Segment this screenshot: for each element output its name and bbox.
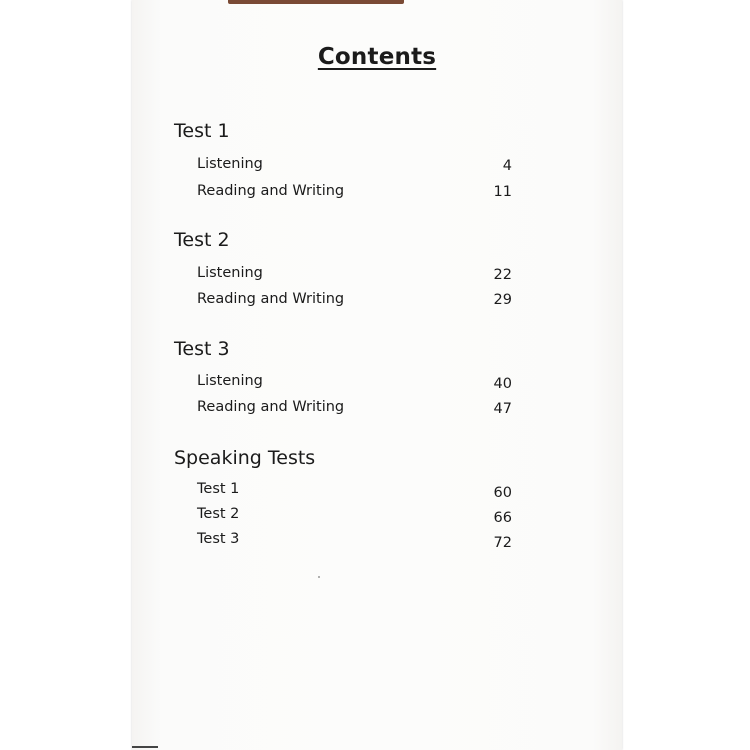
entry-label-reading-writing: Reading and Writing	[197, 291, 345, 307]
entry-label-reading-writing: Reading and Writing	[197, 399, 345, 415]
entry-label-listening: Listening	[197, 156, 263, 172]
entry-page-number: 66	[493, 510, 512, 526]
contents-title: Contents	[317, 44, 437, 70]
entry-page-number: 72	[493, 535, 512, 551]
page-speck	[318, 576, 320, 578]
entry-label-speaking-test-2: Test 2	[197, 506, 240, 522]
entry-label-speaking-test-3: Test 3	[197, 531, 240, 547]
entry-page-number: 40	[493, 376, 512, 392]
entry-label-listening: Listening	[197, 265, 263, 281]
entry-page-number: 47	[493, 401, 512, 417]
entry-label-speaking-test-1: Test 1	[197, 481, 240, 497]
book-spine-edge	[228, 0, 404, 4]
book-page	[132, 0, 622, 750]
section-heading-speaking-tests: Speaking Tests	[174, 447, 316, 469]
entry-page-number: 60	[493, 485, 512, 501]
entry-page-number: 4	[502, 158, 512, 174]
section-heading-test-2: Test 2	[174, 229, 230, 251]
page-edge-mark	[132, 746, 158, 748]
section-heading-test-1: Test 1	[174, 120, 230, 142]
section-heading-test-3: Test 3	[174, 338, 230, 360]
entry-page-number: 22	[493, 267, 512, 283]
entry-page-number: 11	[493, 184, 512, 200]
entry-page-number: 29	[493, 292, 512, 308]
entry-label-reading-writing: Reading and Writing	[197, 183, 345, 199]
entry-label-listening: Listening	[197, 373, 263, 389]
